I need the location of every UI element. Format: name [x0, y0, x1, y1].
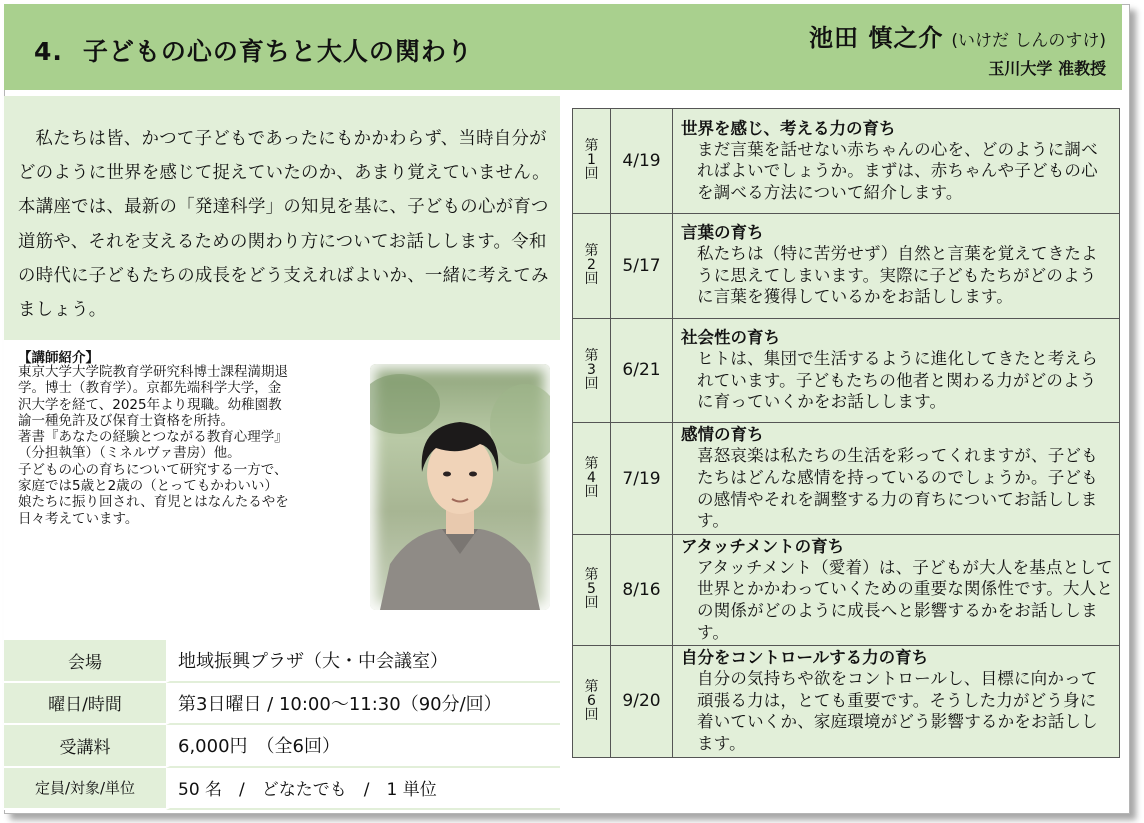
lecturer-name [809, 18, 1106, 53]
info-value: 6,000円 （全6回） [166, 725, 560, 768]
profile-line: 学。博士（教育学）。京都先端科学大学，金 [18, 380, 282, 397]
session-content [673, 109, 1120, 214]
profile-line: （分担執筆）（ミネルヴァ書房）他。 [18, 445, 241, 462]
info-row-capacity [4, 768, 560, 811]
session-row [573, 646, 1120, 757]
session-content [673, 534, 1120, 645]
session-content [673, 318, 1120, 423]
session-table [572, 108, 1120, 758]
info-label: 曜日/時間 [4, 683, 166, 726]
session-content [673, 213, 1120, 318]
profile-heading: 【講師紹介】 [18, 350, 99, 366]
session-row [573, 534, 1120, 645]
lecturer-name-text: 池田 慎之介 [808, 24, 944, 52]
profile-line: 家庭では5歳と2歳の（とってもかわいい） [18, 478, 278, 495]
lecturer-kana: (いけだ しんのすけ) [951, 31, 1106, 51]
session-title: アタッチメントの育ち [681, 536, 845, 556]
session-description: アタッチメント（愛着）は、子どもが大人を基点として世界とかかわっていくための重要な関係性です。大人との関係がどのように成長へと影響するかをお話しします。 [697, 557, 1114, 642]
course-header [4, 4, 1122, 90]
lecturer-profile [4, 340, 560, 640]
session-number: 第1回 [573, 109, 611, 214]
info-row-fee [4, 725, 560, 768]
session-title: 世界を感じ、考える力の育ち [681, 118, 896, 138]
session-date: 7/19 [611, 423, 673, 534]
profile-line: 著書『あなたの経験とつながる教育心理学』 [18, 429, 288, 446]
course-number: 4. [34, 37, 63, 66]
session-row [573, 109, 1120, 214]
session-content [673, 423, 1120, 534]
profile-line: 娘たちに振り回され、育児とはなんたるやを [18, 494, 289, 511]
session-row [573, 423, 1120, 534]
session-number: 第3回 [573, 318, 611, 423]
session-date: 6/21 [611, 318, 673, 423]
session-description: 自分の気持ちや欲をコントロールし、目標に向かって頑張る力は，とても重要です。そうした力がどう身に着いていくか、家庭環境がどう影響するかをお話しします。 [697, 669, 1098, 753]
session-number: 第4回 [573, 423, 611, 534]
session-description: まだ言葉を話せない赤ちゃんの心を、どのように調べればよいでしょうか。まずは、赤ちゃんや子どもの心を調べる方法について紹介します。 [697, 139, 1098, 202]
profile-line: 諭一種免許及び保育士資格を所持。 [18, 412, 234, 429]
profile-line: 日々考えています。 [18, 510, 139, 527]
profile-line: 沢大学を経て、2025年より現職。幼稚園教 [18, 396, 282, 413]
course-info [4, 640, 560, 810]
course-title [34, 32, 473, 68]
session-number: 第5回 [573, 534, 611, 645]
profile-text [18, 364, 360, 527]
session-date: 5/17 [611, 213, 673, 318]
session-row [573, 318, 1120, 423]
profile-line: 子どもの心の育ちについて研究する一方で、 [18, 461, 288, 478]
session-title: 言葉の育ち [681, 223, 764, 243]
session-description: ヒトは、集団で生活するように進化してきたと考えられています。子どもたちの他者と関わる力がどのように育っていくかをお話しします。 [697, 349, 1098, 412]
session-schedule [566, 96, 1126, 810]
session-number: 第2回 [573, 213, 611, 318]
session-row [573, 213, 1120, 318]
session-date: 9/20 [611, 646, 673, 757]
session-number: 第6回 [573, 646, 611, 757]
intro-text: 私たちは皆、かつて子どもであったにもかかわらず、当時自分がどのように世界を感じて捉えていたのか、あまり覚えていません。本講座では、最新の「発達科学」の知見を基に、子どもの心が育つ道筋や、それを支えるための関わり方についてお話しします。令和の時代に子どもたちの成長をどう支えればよいか、一緒に考えてみましょう。 [18, 129, 550, 321]
session-date: 4/19 [611, 109, 673, 214]
info-value: 50 名 / どなたでも / 1 単位 [166, 768, 560, 811]
info-label: 定員/対象/単位 [4, 768, 166, 811]
info-label: 受講料 [4, 725, 166, 768]
info-row-schedule [4, 683, 560, 726]
lecturer-affiliation: 玉川大学 准教授 [988, 59, 1106, 78]
session-content [673, 646, 1120, 757]
session-description: 喜怒哀楽は私たちの生活を彩ってくれますが、子どもたちはどんな感情を持っているのでしょうか。子どもの感情やそれを調整する力の育ちについてお話しします。 [697, 446, 1098, 531]
session-date: 8/16 [611, 534, 673, 645]
session-title: 自分をコントロールする力の育ち [681, 648, 929, 668]
info-label: 会場 [4, 640, 166, 683]
session-title: 感情の育ち [681, 425, 764, 445]
info-value: 第3日曜日 / 10:00～11:30（90分/回） [166, 683, 560, 726]
session-description: 私たちは（特に苦労せず）自然と言葉を覚えてきたように思えてしまいます。実際に子どもたちがどのように言葉を獲得しているかをお話しします。 [697, 244, 1098, 307]
profile-line: 東京大学大学院教育学研究科博士課程満期退 [18, 364, 288, 380]
session-title: 社会性の育ち [681, 328, 780, 348]
lecturer-photo [370, 364, 550, 610]
intro-box [4, 96, 560, 340]
info-row-venue [4, 640, 560, 683]
course-title-text: 子どもの心の育ちと大人の関わり [82, 37, 473, 66]
info-value: 地域振興プラザ（大・中会議室） [166, 640, 560, 683]
